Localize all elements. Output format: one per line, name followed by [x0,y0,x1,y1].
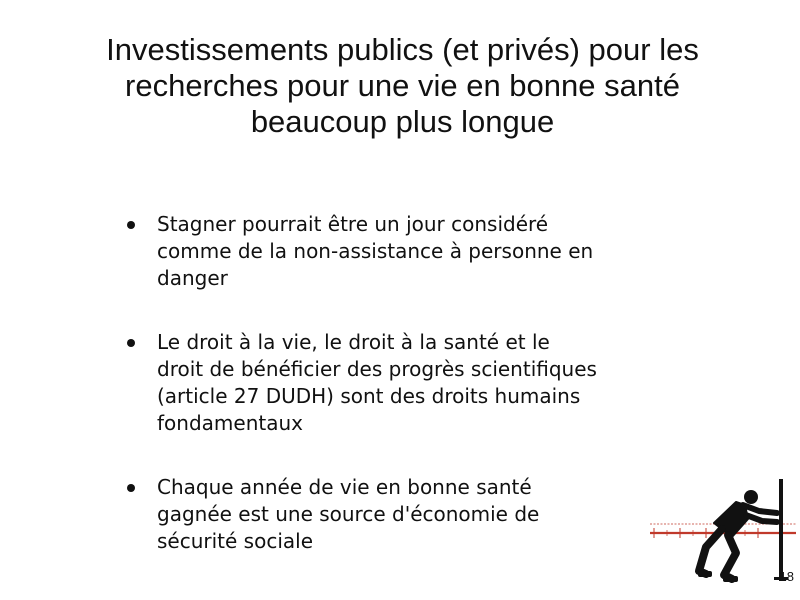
slide-title-line: recherches pour une vie en bonne santé [125,68,680,103]
bullet-dot-icon [127,221,135,229]
slide-title [30,32,775,140]
slide-title-line: beaucoup plus longue [250,104,555,139]
bullet-line: droit de bénéficier des progrès scientifiques [157,357,597,381]
bullet-list [122,211,702,555]
bullet-line: fondamentaux [157,411,303,435]
bullet-dot-icon [127,484,135,492]
slide-title-line: Investissements publics (et privés) pour les [106,32,699,67]
bullet-line: Stagner pourrait être un jour considéré [157,212,549,236]
page-number: 18 [779,569,794,584]
bullet-item [122,474,627,555]
bullet-item [122,211,702,292]
bullet-line: (article 27 DUDH) sont des droits humains [157,384,581,408]
bullet-dot-icon [127,339,135,347]
bullet-item [122,329,702,437]
bullet-line: Chaque année de vie en bonne santé [157,475,532,499]
bullet-line: danger [157,266,228,290]
bullet-line: comme de la non-assistance à personne en [157,239,594,263]
bullet-line: Le droit à la vie, le droit à la santé et le [157,330,550,354]
bullet-line: sécurité sociale [157,529,314,553]
bullet-line: gagnée est une source d'économie de [157,502,540,526]
time-bar [774,479,788,581]
